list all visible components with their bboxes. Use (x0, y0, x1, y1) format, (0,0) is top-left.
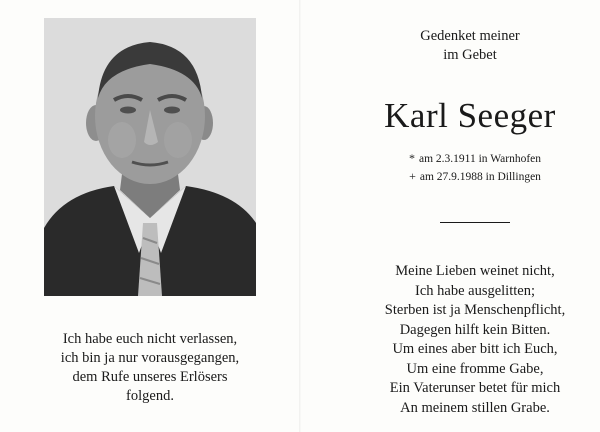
left-verse-line: folgend. (126, 388, 174, 404)
right-verse-line: An meinem stillen Grabe. (400, 399, 550, 416)
right-verse-line: Um eines aber bitt ich Euch, (392, 341, 558, 357)
remembrance-header (360, 27, 580, 65)
right-verse-line: Meine Lieben weinet nicht, (395, 263, 555, 279)
header-line: im Gebet (443, 47, 497, 63)
left-verse-line: Ich habe euch nicht verlassen, (62, 331, 238, 347)
right-verse-line: Um eine fromme Gabe, (406, 360, 544, 377)
left-verse (30, 330, 270, 406)
birth-symbol: * (408, 151, 415, 165)
divider-line (440, 222, 510, 223)
right-verse-line: Ich habe ausgelitten; (415, 282, 535, 299)
death-row (360, 168, 590, 186)
right-verse-line: Ein Vaterunser betet für mich (389, 380, 561, 396)
death-symbol: + (409, 169, 416, 183)
birth-row (360, 150, 590, 168)
life-dates (360, 150, 590, 186)
deceased-name: Karl Seeger (384, 96, 556, 135)
right-verse (350, 262, 600, 418)
header-line: Gedenket meiner (420, 28, 520, 44)
left-verse-line: dem Rufe unseres Erlösers (72, 369, 228, 385)
left-verse-line: ich bin ja nur vorausgegangen, (60, 350, 240, 366)
right-verse-line: Sterben ist ja Menschenpflicht, (384, 302, 566, 318)
birth-text: am 2.3.1911 in Warnhofen (418, 153, 542, 165)
portrait-photo (44, 18, 256, 296)
right-verse-line: Dagegen hilft kein Bitten. (399, 321, 551, 338)
center-fold (299, 0, 301, 432)
death-text: am 27.9.1988 in Dillingen (419, 171, 541, 183)
